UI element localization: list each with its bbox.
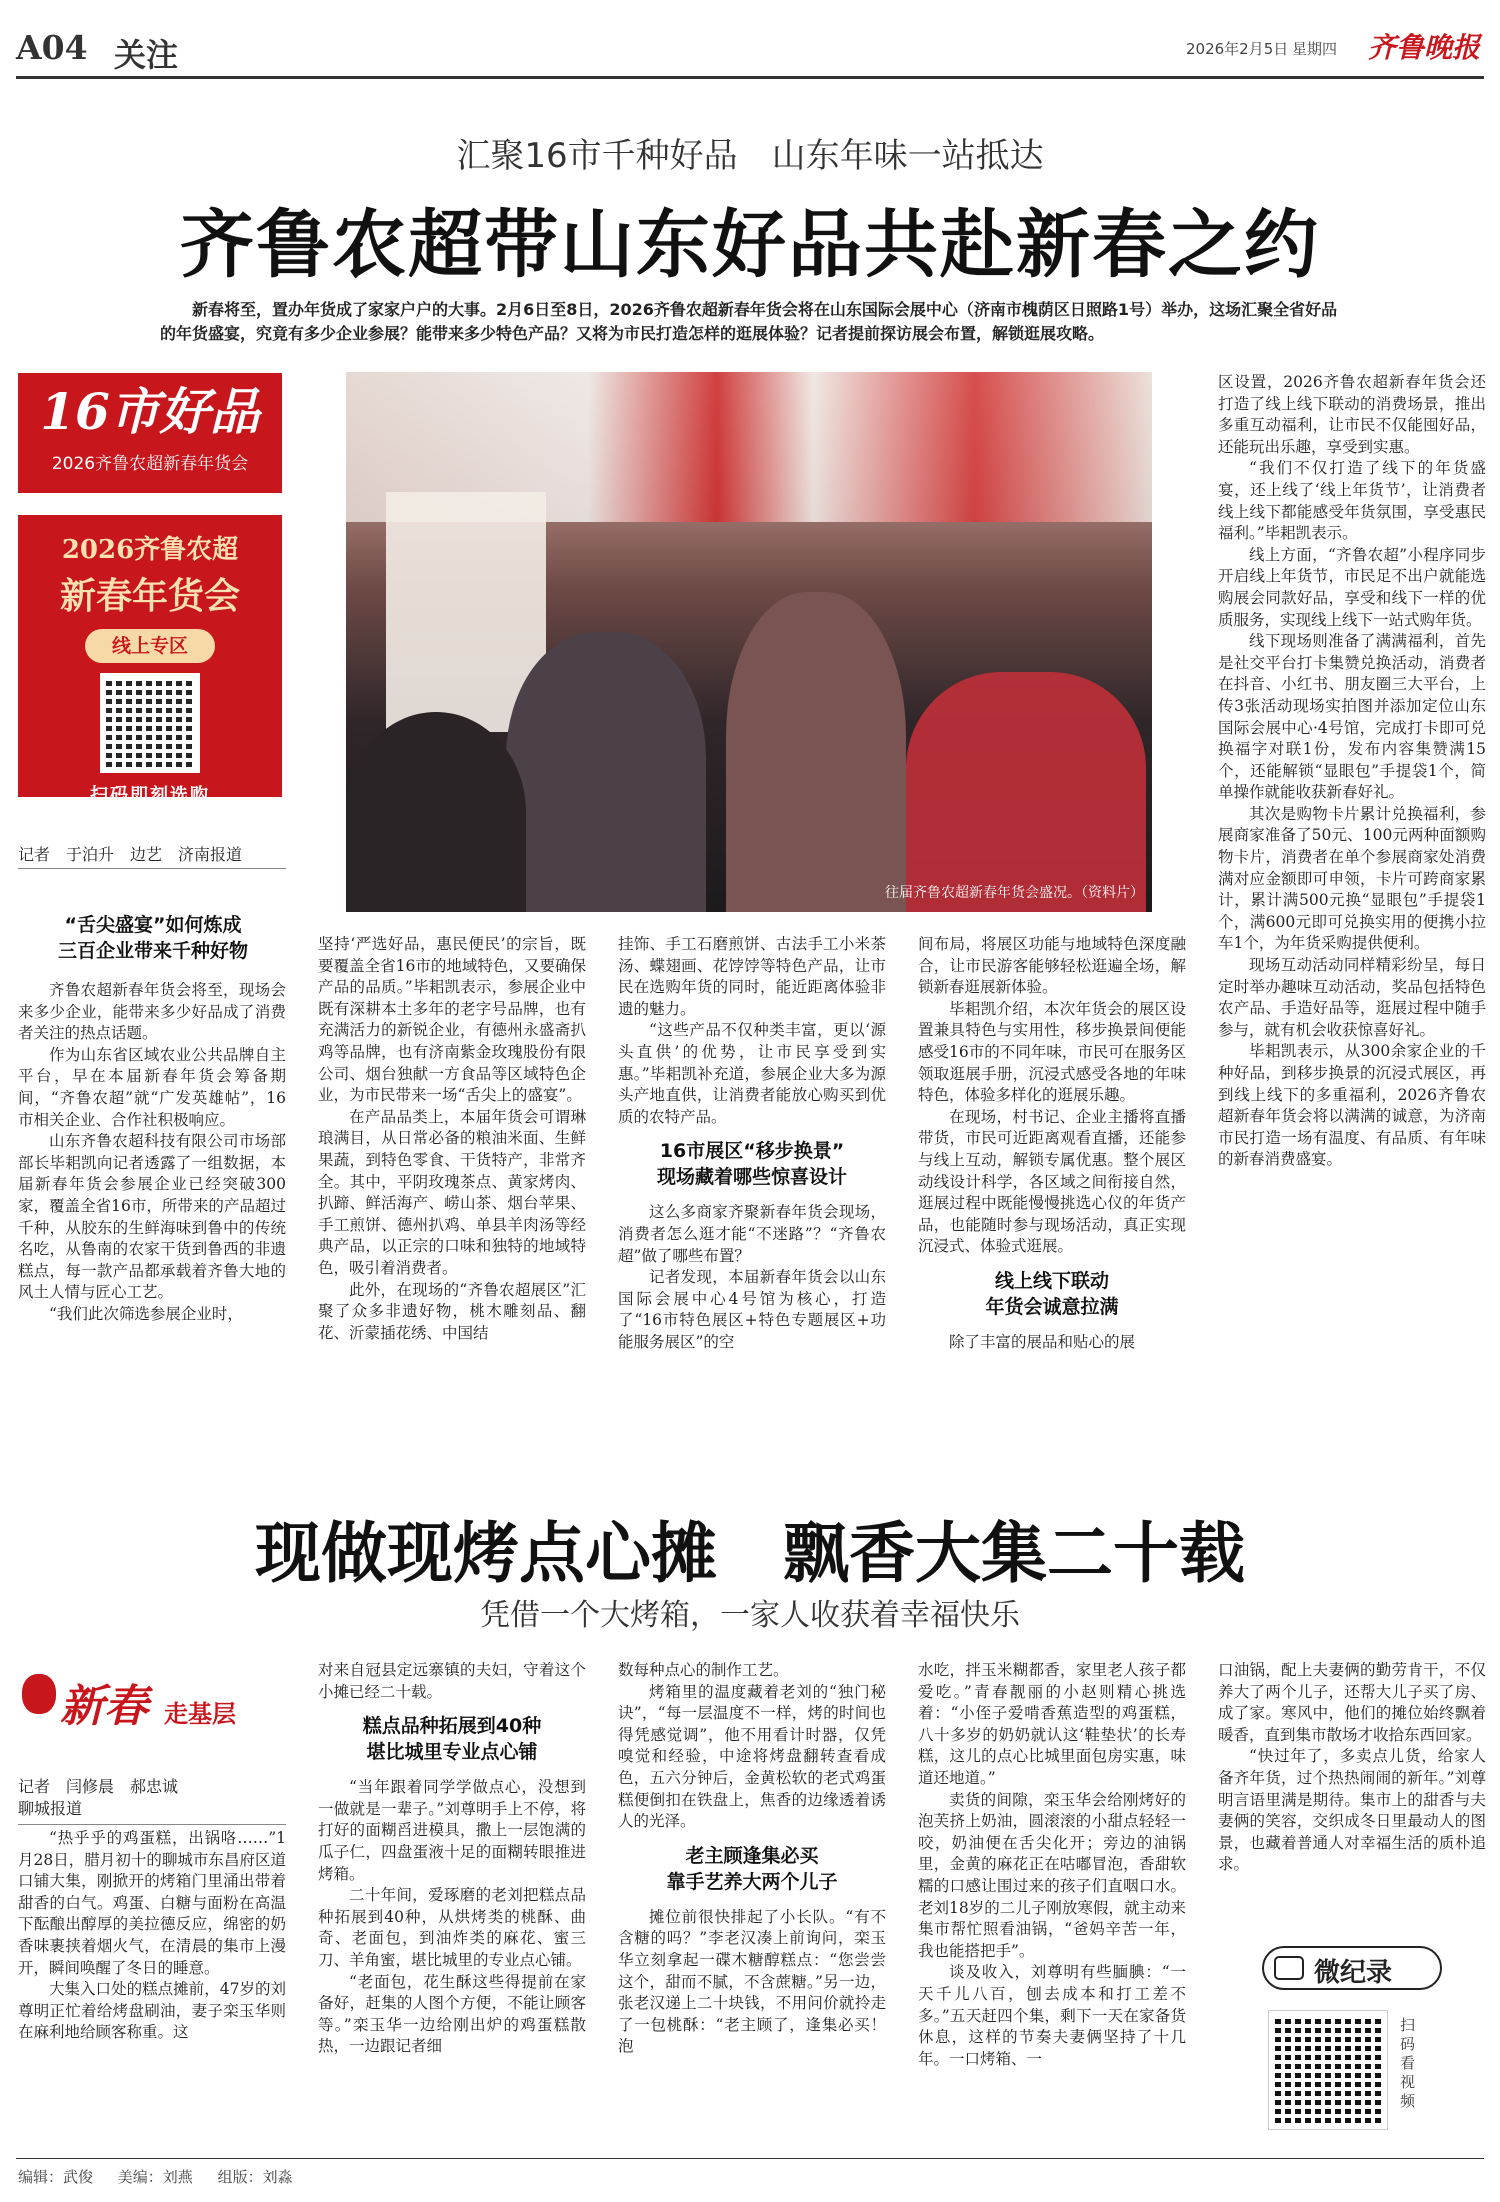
badge-16-cities [18,373,282,493]
paragraph: 间布局，将展区功能与地域特色深度融合，让市民游客能够轻松逛遍全场，解锁新春逛展新体验。 [918,935,1186,997]
footer-rule [16,2158,1484,2159]
photo-caption: 往届齐鲁农超新春年货会盛况。（资料片） [885,885,1144,901]
story2-subhead-2: 老主顾逢集必买 靠手艺养大两个儿子 [666,1844,838,1893]
online-zone-button[interactable]: 线上专区 [85,629,215,663]
paragraph: “我们不仅打造了线下的年货盛宴，还上线了‘线上年货节’，让消费者线上线下都能感受年货氛围，享受惠民福利。”毕耜凯表示。 [1218,459,1486,543]
paragraph: 记者发现，本届新春年货会以山东国际会展中心4号馆为核心，打造了“16市特色展区+特色专题展区+功能服务展区”的空 [618,1268,886,1351]
paragraph: 水吃，拌玉米糊都香，家里老人孩子都爱吃。”青春靓丽的小赵则精心挑选着：“小侄子爱啃香蕉造型的鸡蛋糕，八十多岁的奶奶就认这‘鞋垫状’的长寿糕，这儿的点心比城里面包房实惠，味道还地道。” [918,1661,1186,1787]
paragraph: 线下现场则准备了满满福利，首先是社交平台打卡集赞兑换活动，消费者在抖音、小红书、朋友圈三大平台，上传3张活动现场实拍图并添加定位山东国际会展中心·4号馆，完成打卡即可兑换福字对联1份，发布内容集赞满15个，还能解锁“显眼包”手提袋1个，简单操作就能收获新春好礼。 [1218,632,1486,802]
paragraph: 齐鲁农超新春年货会将至，现场会来多少企业，能带来多少好品成了消费者关注的热点话题。 [18,981,286,1043]
story1-column-5 [1218,372,1486,1466]
story2-subhead-1: 糕点品种拓展到40种 堪比城里专业点心铺 [362,1715,542,1764]
paragraph: “快过年了，多卖点儿货，给家人备齐年货，过个热热闹闹的新年。”刘尊明言语里满是期待。集市上的甜香与夫妻俩的笑容，交织成冬日里最动人的图景，也藏着普通人对幸福生活的质朴追求。 [1218,1747,1486,1874]
paragraph: 其次是购物卡片累计兑换福利，参展商家准备了50元、100元两种面额购物卡片，消费者在单个参展商家处消费满对应金额即可申领，卡片可跨商家累计，累计满500元换“显眼包”手提袋1个，满600元即可兑换实用的便携小拉车1个，为年货采购提供便利。 [1218,804,1486,953]
paragraph: “热乎乎的鸡蛋糕，出锅咯……”1月28日，腊月初十的聊城市东昌府区道口铺大集，刚掀开的烤箱门里涌出带着甜香的白气。鸡蛋、白糖与面粉在高温下酝酿出醇厚的美拉德反应，绵密的奶香味裹挟着烟火气，在清晨的集市上漫开，瞬间唤醒了冬日的睡意。 [18,1829,286,1977]
paragraph: 在现场，村书记、企业主播将直播带货，市民可近距离观看直播，还能参与线上互动，解锁专属优惠。整个展区动线设计科学，各区域之间衔接自然，逛展过程中既能慢慢挑选心仪的年货产品，也能随时参与现场活动，真正实现沉浸式、体验式逛展。 [918,1107,1186,1256]
layout-credit: 组版：刘淼 [217,2168,293,2186]
issue-weekday: 星期四 [1292,40,1338,58]
logo-xinchun: 新春 [60,1681,148,1732]
badge-scan-text: 扫码即刻选购 [90,785,210,806]
paragraph: “老面包，花生酥这些得提前在家备好，赶集的人图个方便，不能让顾客等。”栾玉华一边给刚出炉的鸡蛋糕散热，一边跟记者细 [318,1972,586,2056]
paragraph: 作为山东省区域农业公共品牌自主平台，早在本届新春年货会筹备期间，“齐鲁农超”就“广发英雄帖”，16市相关企业、合作社积极响应。 [18,1045,286,1129]
byline-rule [18,1824,286,1825]
micro-record-label [1262,1946,1442,1990]
logo-zoujiceng: 走基层 [164,1700,236,1728]
paragraph: 线上方面，“齐鲁农超”小程序同步开启线上年货节，市民足不出户就能选购展会同款好品，享受和线下一样的优质服务，实现线上线下一站式购年货。 [1218,545,1486,629]
story1-headline: 齐鲁农超带山东好品共赴新春之约 [180,202,1320,288]
paragraph: 在产品品类上，本届年货会可谓琳琅满目，从日常必备的粮油米面、生鲜果蔬，到特色零食、干货特产，非常齐全。其中，平阴玫瑰茶点、黄家烤肉、扒蹄、鲜活海产、崂山茶、烟台苹果、手工煎饼、德州扒鸡、单县羊肉汤等经典产品，以正宗的口味和独特的地域特色，吸引着消费者。 [318,1107,586,1277]
badge-online-title2: 新春年货会 [59,575,240,617]
video-qr-code-icon[interactable] [1268,2010,1388,2130]
badge-online-title1: 2026齐鲁农超 [61,535,239,565]
qr-code-icon[interactable] [100,673,200,773]
story1-subhead-2: 16市展区“移步换景” 现场藏着哪些惊喜设计 [656,1140,847,1189]
paragraph: “这些产品不仅种类丰富，更以‘源头直供’的优势，让市民享受到实惠。”毕耜凯补充道，参展企业大多为源头产地直供，让消费者能放心购买到优质的农特产品。 [618,1021,886,1126]
paragraph: 此外，在现场的“齐鲁农超展区”汇聚了众多非遗好物，桃木雕刻品、翻花、沂蒙插花绣、中国结 [318,1280,586,1342]
section-name: 关注 [114,36,179,74]
paragraph: 谈及收入，刘尊明有些腼腆：“一天千儿八百，刨去成本和打工差不多。”五天赶四个集，剩下一天在家备货休息，这样的节奏夫妻俩坚持了十几年。一口烤箱、一 [918,1963,1186,2068]
paragraph: 挂饰、手工石磨煎饼、古法手工小米茶汤、蝶翅画、花饽饽等特色产品，让市民在选购年货的同时，能近距离体验非遗的魅力。 [618,935,886,1018]
paragraph: 卖货的间隙，栾玉华会给刚烤好的泡芙挤上奶油，圆滚滚的小甜点轻轻一咬，奶油便在舌尖化开；旁边的油锅里，金黄的麻花正在咕嘟冒泡，香甜软糯的口感让围过来的孩子们直咽口水。老刘18岁的二儿子刚放寒假，就主动来集市帮忙照看油锅，“爸妈辛苦一年，我也能搭把手”。 [918,1790,1186,1960]
paragraph: 除了丰富的展品和贴心的展 [949,1332,1136,1351]
issue-date: 2026年2月5日 [1186,40,1289,58]
story2-byline: 记者 闫修晨 郝忠诚 聊城报道 [18,1777,179,1818]
story1-kicker: 汇聚16市千种好品 山东年味一站抵达 [456,136,1044,176]
badge-online-zone [18,515,282,806]
paragraph: 烤箱里的温度藏着老刘的“独门秘诀”，“每一层温度不一样，烤的时间也得凭感觉调”，他不用看计时器，仅凭嗅觉和经验，中途将烤盘翻转查看成色，五六分钟后，金黄松软的老式鸡蛋糕便倒扣在铁盘上，焦香的边缘透着诱人的光泽。 [618,1682,886,1831]
camera-icon [1274,1956,1304,1980]
story2-headline: 现做现烤点心摊 飘香大集二十载 [255,1514,1245,1592]
story2-deck: 凭借一个大烤箱，一家人收获着幸福快乐 [480,1598,1020,1633]
scan-video-text: 扫码看视频 [1400,2016,1416,2110]
design-credit: 美编：刘燕 [117,2168,193,2186]
footer-credits [18,2166,293,2187]
story1-byline: 记者 于泊升 边艺 济南报道 [18,845,243,864]
paragraph: 这么多商家齐聚新春年货会现场，消费者怎么逛才能“不迷路”？“齐鲁农超”做了哪些布置？ [618,1203,886,1265]
micro-record-text: 微纪录 [1314,1958,1393,1988]
paragraph: 山东齐鲁农超科技有限公司市场部部长毕耜凯向记者透露了一组数据，本届新春年货会参展企业已经突破300家，覆盖全省16市，所带来的产品超过千种，从胶东的生鲜海味到鲁中的传统名吃，从鲁南的农家干货到鲁西的非遗糕点，每一款产品都承载着齐鲁大地的风土人情与匠心工艺。 [18,1132,286,1302]
badge-16-cities-title: 16市好品 [40,382,260,441]
story2-column-1 [18,1828,286,2144]
story1-column-4 [918,934,1186,1466]
story1-subhead-1: “舌尖盛宴”如何炼成 三百企业带来千种好物 [57,914,248,962]
story1-column-3 [618,934,886,1466]
lantern-icon [22,1674,56,1714]
paragraph: 区设置，2026齐鲁农超新春年货会还打造了线上线下联动的消费场景，推出多重互动福利，让市民不仅能囤好品，还能玩出乐趣，享受到实惠。 [1218,373,1486,456]
paragraph: 现场互动活动同样精彩纷呈，每日定时举办趣味互动活动，奖品包括特色农产品、手造好品等，逛展过程中随手参与，就有机会收获惊喜好礼。 [1218,956,1486,1039]
story2-column-3 [618,1660,886,2144]
paragraph: “我们此次筛选参展企业时， [49,1304,243,1323]
expo-crowd-photo [346,372,1152,912]
paragraph: 毕耜凯介绍，本次年货会的展区设置兼具特色与实用性，移步换景间便能感受16市的不同年味，市民可在服务区领取逛展手册，沉浸式感受各地的年味特色，体验多样化的逛展乐趣。 [918,999,1186,1105]
paragraph: 大集入口处的糕点摊前，47岁的刘尊明正忙着给烤盘刷油，妻子栾玉华则在麻利地给顾客称重。这 [18,1980,286,2042]
story2-column-4 [918,1660,1186,2144]
paragraph: 数每种点心的制作工艺。 [618,1661,789,1679]
paragraph: 对来自冠县定远寨镇的夫妇，守着这个小摊已经二十载。 [318,1661,586,1701]
spring-grassroots-logo [18,1664,288,1754]
paragraph: “当年跟着同学学做点心，没想到一做就是一辈子。”刘尊明手上不停，将打好的面糊舀进模具，撒上一层饱满的瓜子仁，四盘蛋液十足的面糊转眼推进烤箱。 [318,1778,586,1883]
paragraph: 毕耜凯表示，从300余家企业的千种好品，到移步换景的沉浸式展区，再到线上线下的多重福利，2026齐鲁农超新春年货会将以满满的诚意，为济南市民打造一场有温度、有品质、有年味的新春消费盛宴。 [1218,1042,1486,1169]
paragraph: 口油锅，配上夫妻俩的勤劳肯干，不仅养大了两个儿子，还帮大儿子买了房、成了家。寒风中，他们的摊位始终飘着暖香，直到集市散场才收拾东西回家。 [1218,1661,1486,1744]
editor-credit: 编辑：武俊 [18,2168,94,2186]
story1-column-1 [18,980,286,1464]
badge-16-cities-sub: 2026齐鲁农超新春年货会 [51,454,249,474]
paragraph: 摊位前很快排起了小长队。“有不含糖的吗？”李老汉凑上前询问，栾玉华立刻拿起一碟木糖醇糕点：“您尝尝这个，甜而不腻，不含蔗糖。”另一边，张老汉递上二十块钱，不用问价就拎走了一包桃酥：“老主顾了，逢集必买！泡 [618,1907,886,2056]
story1-subhead-3: 线上线下联动 年货会诚意拉满 [985,1269,1119,1318]
paper-logo: 齐鲁晚报 [1368,31,1481,64]
story2-column-5 [1218,1660,1486,1950]
paragraph: 坚持‘严选好品，惠民便民’的宗旨，既要覆盖全省16市的地域特色，又要确保产品的品质。”毕耜凯表示，参展企业中既有深耕本土多年的老字号品牌，也有充满活力的新锐企业，有德州永盛斋扒鸡等品牌，也有济南紫金玫瑰股份有限公司、烟台独献一方食品等区域特色企业，为市民带来一场“舌尖上的盛宴”。 [318,935,586,1105]
paragraph: 二十年间，爱琢磨的老刘把糕点品种拓展到40种，从烘烤类的桃酥、曲奇、老面包，到油炸类的麻花、蜜三刀、羊角蜜，堪比城里的专业点心铺。 [318,1886,586,1969]
story1-column-2 [318,934,586,1466]
story2-column-2 [318,1660,586,2144]
page-number: A04 [16,28,88,67]
header-rule [16,76,1484,79]
story1-lede: 新春将至，置办年货成了家家户户的大事。2月6日至8日，2026齐鲁农超新春年货会将在山东国际会展中心（济南市槐荫区日照路1号）举办，这场汇聚全省好品的年货盛宴，究竟有多少企业参展？能带来多少特色产品？又将为市民打造怎样的逛展体验？记者提前探访展会布置，解锁逛展攻略。 [160,300,1338,343]
byline-rule [18,868,286,869]
